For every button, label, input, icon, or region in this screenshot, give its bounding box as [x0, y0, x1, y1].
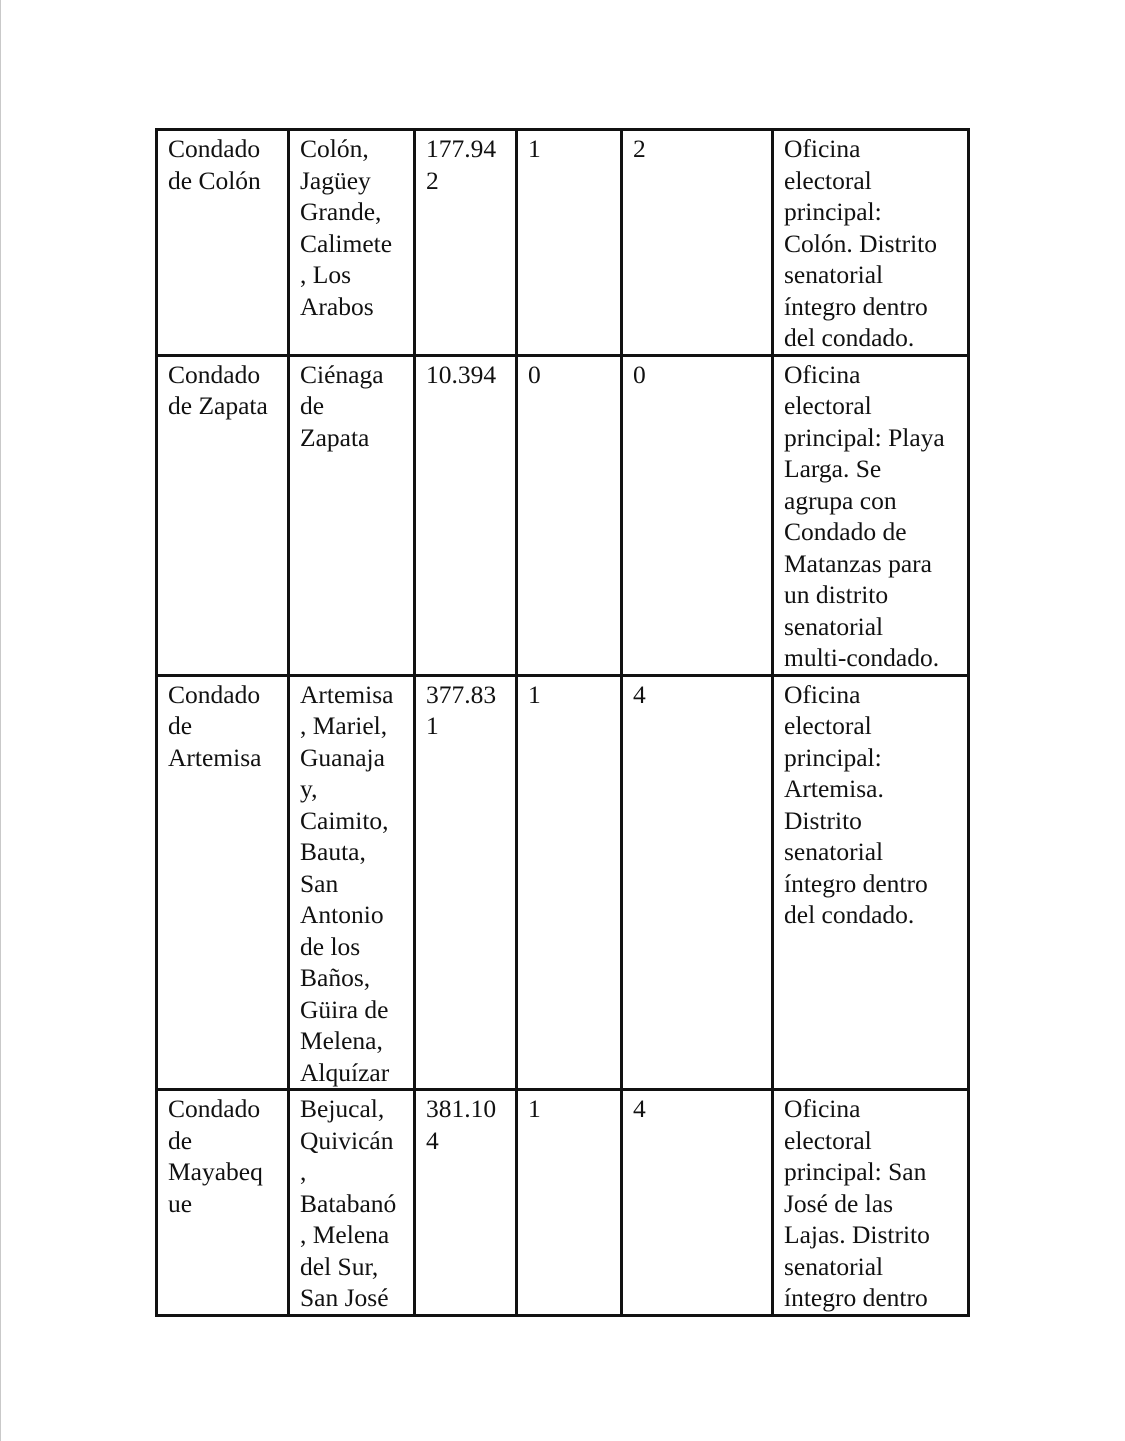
municipalities-cell: Colón, Jagüey Grande, Calimete , Los Arabos: [289, 130, 415, 356]
table-row: [157, 1090, 969, 1316]
table-row: [157, 355, 969, 675]
count-cell: 1: [517, 675, 622, 1090]
county-cell: Condado de Colón: [157, 130, 289, 356]
municipalities-cell: Bejucal, Quivicán , Batabanó , Melena del Sur, San José: [289, 1090, 415, 1316]
notes-cell: Oficina electoral principal: San José de las Lajas. Distrito senatorial íntegro dentro: [773, 1090, 969, 1316]
page-edge: [0, 0, 1, 1441]
county-cell: Condado de Mayabeq ue: [157, 1090, 289, 1316]
municipalities-cell: Ciénaga de Zapata: [289, 355, 415, 675]
county-cell: Condado de Artemisa: [157, 675, 289, 1090]
notes-cell: Oficina electoral principal: Playa Larga. Se agrupa con Condado de Matanzas para un distrito senatorial multi-condado.: [773, 355, 969, 675]
table-row: [157, 130, 969, 356]
count-cell: 4: [622, 675, 773, 1090]
count-cell: 1: [517, 1090, 622, 1316]
population-cell: 177.94 2: [415, 130, 517, 356]
notes-cell: Oficina electoral principal: Colón. Distrito senatorial íntegro dentro del condado.: [773, 130, 969, 356]
count-cell: 1: [517, 130, 622, 356]
county-cell: Condado de Zapata: [157, 355, 289, 675]
notes-cell: Oficina electoral principal: Artemisa. Distrito senatorial íntegro dentro del condado.: [773, 675, 969, 1090]
count-cell: 0: [517, 355, 622, 675]
population-cell: 10.394: [415, 355, 517, 675]
counties-table: [155, 128, 970, 1317]
population-cell: 377.83 1: [415, 675, 517, 1090]
count-cell: 0: [622, 355, 773, 675]
table-row: [157, 675, 969, 1090]
count-cell: 2: [622, 130, 773, 356]
municipalities-cell: Artemisa , Mariel, Guanaja y, Caimito, Bauta, San Antonio de los Baños, Güira de Melena, Alquízar: [289, 675, 415, 1090]
population-cell: 381.10 4: [415, 1090, 517, 1316]
count-cell: 4: [622, 1090, 773, 1316]
